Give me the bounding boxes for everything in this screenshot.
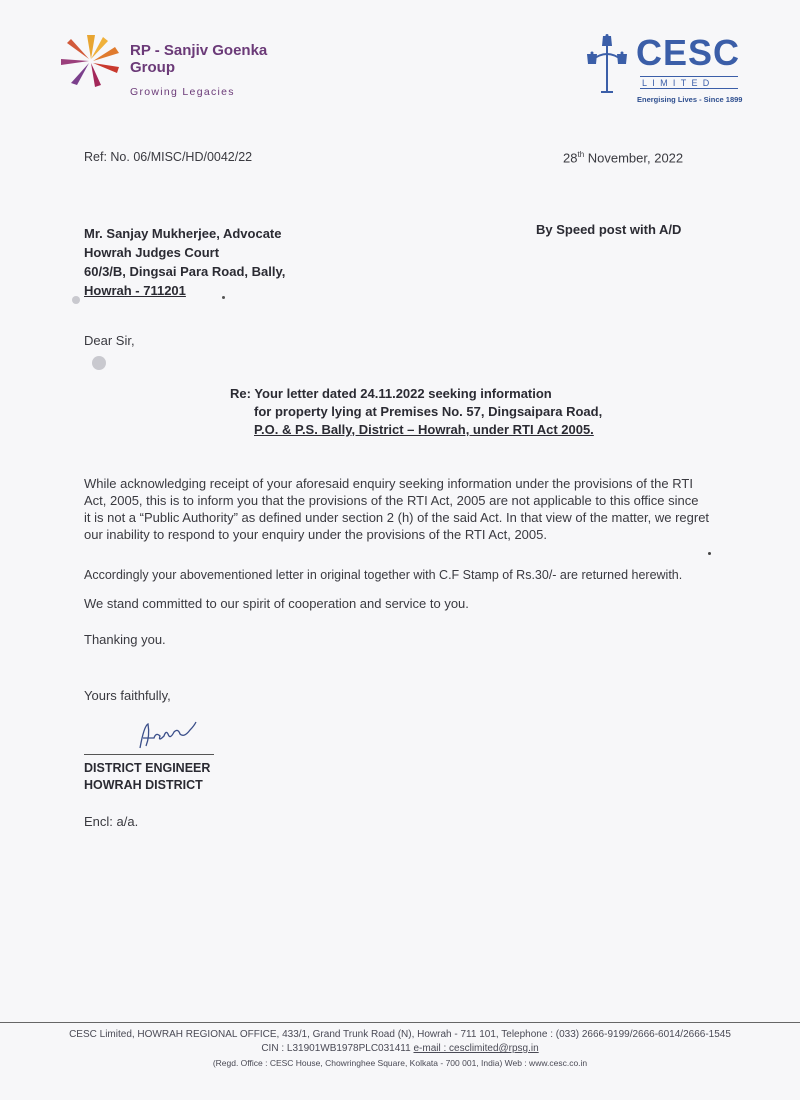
designation-district: HOWRAH DISTRICT <box>84 778 203 792</box>
footer-email[interactable]: e-mail : cesclimited@rpsg.in <box>413 1043 539 1054</box>
addressee-line-2: 60/3/B, Dingsai Para Road, Bally, <box>84 264 286 279</box>
designation-title: DISTRICT ENGINEER <box>84 761 211 775</box>
subject-line-2: for property lying at Premises No. 57, Dingsaipara Road, <box>254 404 603 419</box>
rpsg-star-icon <box>58 34 124 88</box>
date-month-year: November, 2022 <box>584 150 684 166</box>
company-tagline: Energising Lives - Since 1899 <box>637 95 743 104</box>
street-lamp-icon <box>584 34 630 94</box>
letter-date <box>563 150 683 165</box>
body-line: Act, 2005, this is to inform you that the provisions of the RTI Act, 2005 are not applicable to this office since <box>84 493 699 508</box>
handwritten-signature <box>134 718 214 754</box>
scan-speck <box>72 296 80 304</box>
subject-block <box>230 385 602 439</box>
body-line: While acknowledging receipt of your aforesaid enquiry seeking information under the provisions of the RTI <box>84 476 693 491</box>
delivery-mode: By Speed post with A/D <box>536 222 682 237</box>
subject-line-3: P.O. & P.S. Bally, District – Howrah, under RTI Act 2005. <box>254 422 594 437</box>
footer-divider <box>0 1022 800 1023</box>
closing-line: Yours faithfully, <box>84 688 171 703</box>
subject-line-1: Re: Your letter dated 24.11.2022 seeking information <box>230 386 552 401</box>
signature-line <box>84 754 214 755</box>
addressee-name: Mr. Sanjay Mukherjee, Advocate <box>84 226 282 241</box>
scan-speck <box>708 552 711 555</box>
body-paragraph <box>84 475 710 543</box>
thanks-line: Thanking you. <box>84 632 166 647</box>
scan-speck <box>92 356 106 370</box>
body-line: our inability to respond to your enquiry under the provisions of the RTI Act, 2005. <box>84 527 547 542</box>
footer-cin: CIN : L31901WB1978PLC031411 <box>261 1043 411 1054</box>
salutation: Dear Sir, <box>84 333 135 348</box>
addressee-line-3: Howrah - 711201 <box>84 283 186 298</box>
date-suffix: th <box>577 150 585 159</box>
footer-registered-office: (Regd. Office : CESC House, Chowringhee Square, Kolkata - 700 001, India) Web : www.cesc.co.in <box>212 1058 588 1068</box>
company-suffix: LIMITED <box>640 76 738 89</box>
footer-office-address: CESC Limited, HOWRAH REGIONAL OFFICE, 433/1, Grand Trunk Road (N), Howrah - 711 101, Telephone : (033) 2666-9199/2666-6014/2666-1545 <box>69 1029 731 1040</box>
enclosure-note: Encl: a/a. <box>84 814 139 829</box>
footer <box>0 1028 800 1070</box>
body-line: it is not a “Public Authority” as defined under section 2 (h) of the said Act. In that view of the matter, we regret <box>84 510 710 525</box>
group-name: RP - Sanjiv Goenka Group <box>130 42 268 76</box>
footer-cin-email <box>0 1042 800 1056</box>
commitment-paragraph: We stand committed to our spirit of cooperation and service to you. <box>84 596 469 611</box>
company-name: CESC <box>636 32 741 73</box>
date-day: 28 <box>563 150 578 166</box>
return-paragraph: Accordingly your abovementioned letter in original together with C.F Stamp of Rs.30/- are returned herewith. <box>84 568 683 582</box>
addressee-block <box>84 224 285 300</box>
designation-block <box>84 760 210 794</box>
addressee-line-1: Howrah Judges Court <box>84 245 220 260</box>
group-tagline: Growing Legacies <box>130 86 235 98</box>
reference-number: Ref: No. 06/MISC/HD/0042/22 <box>84 150 253 164</box>
scan-speck <box>222 296 225 299</box>
